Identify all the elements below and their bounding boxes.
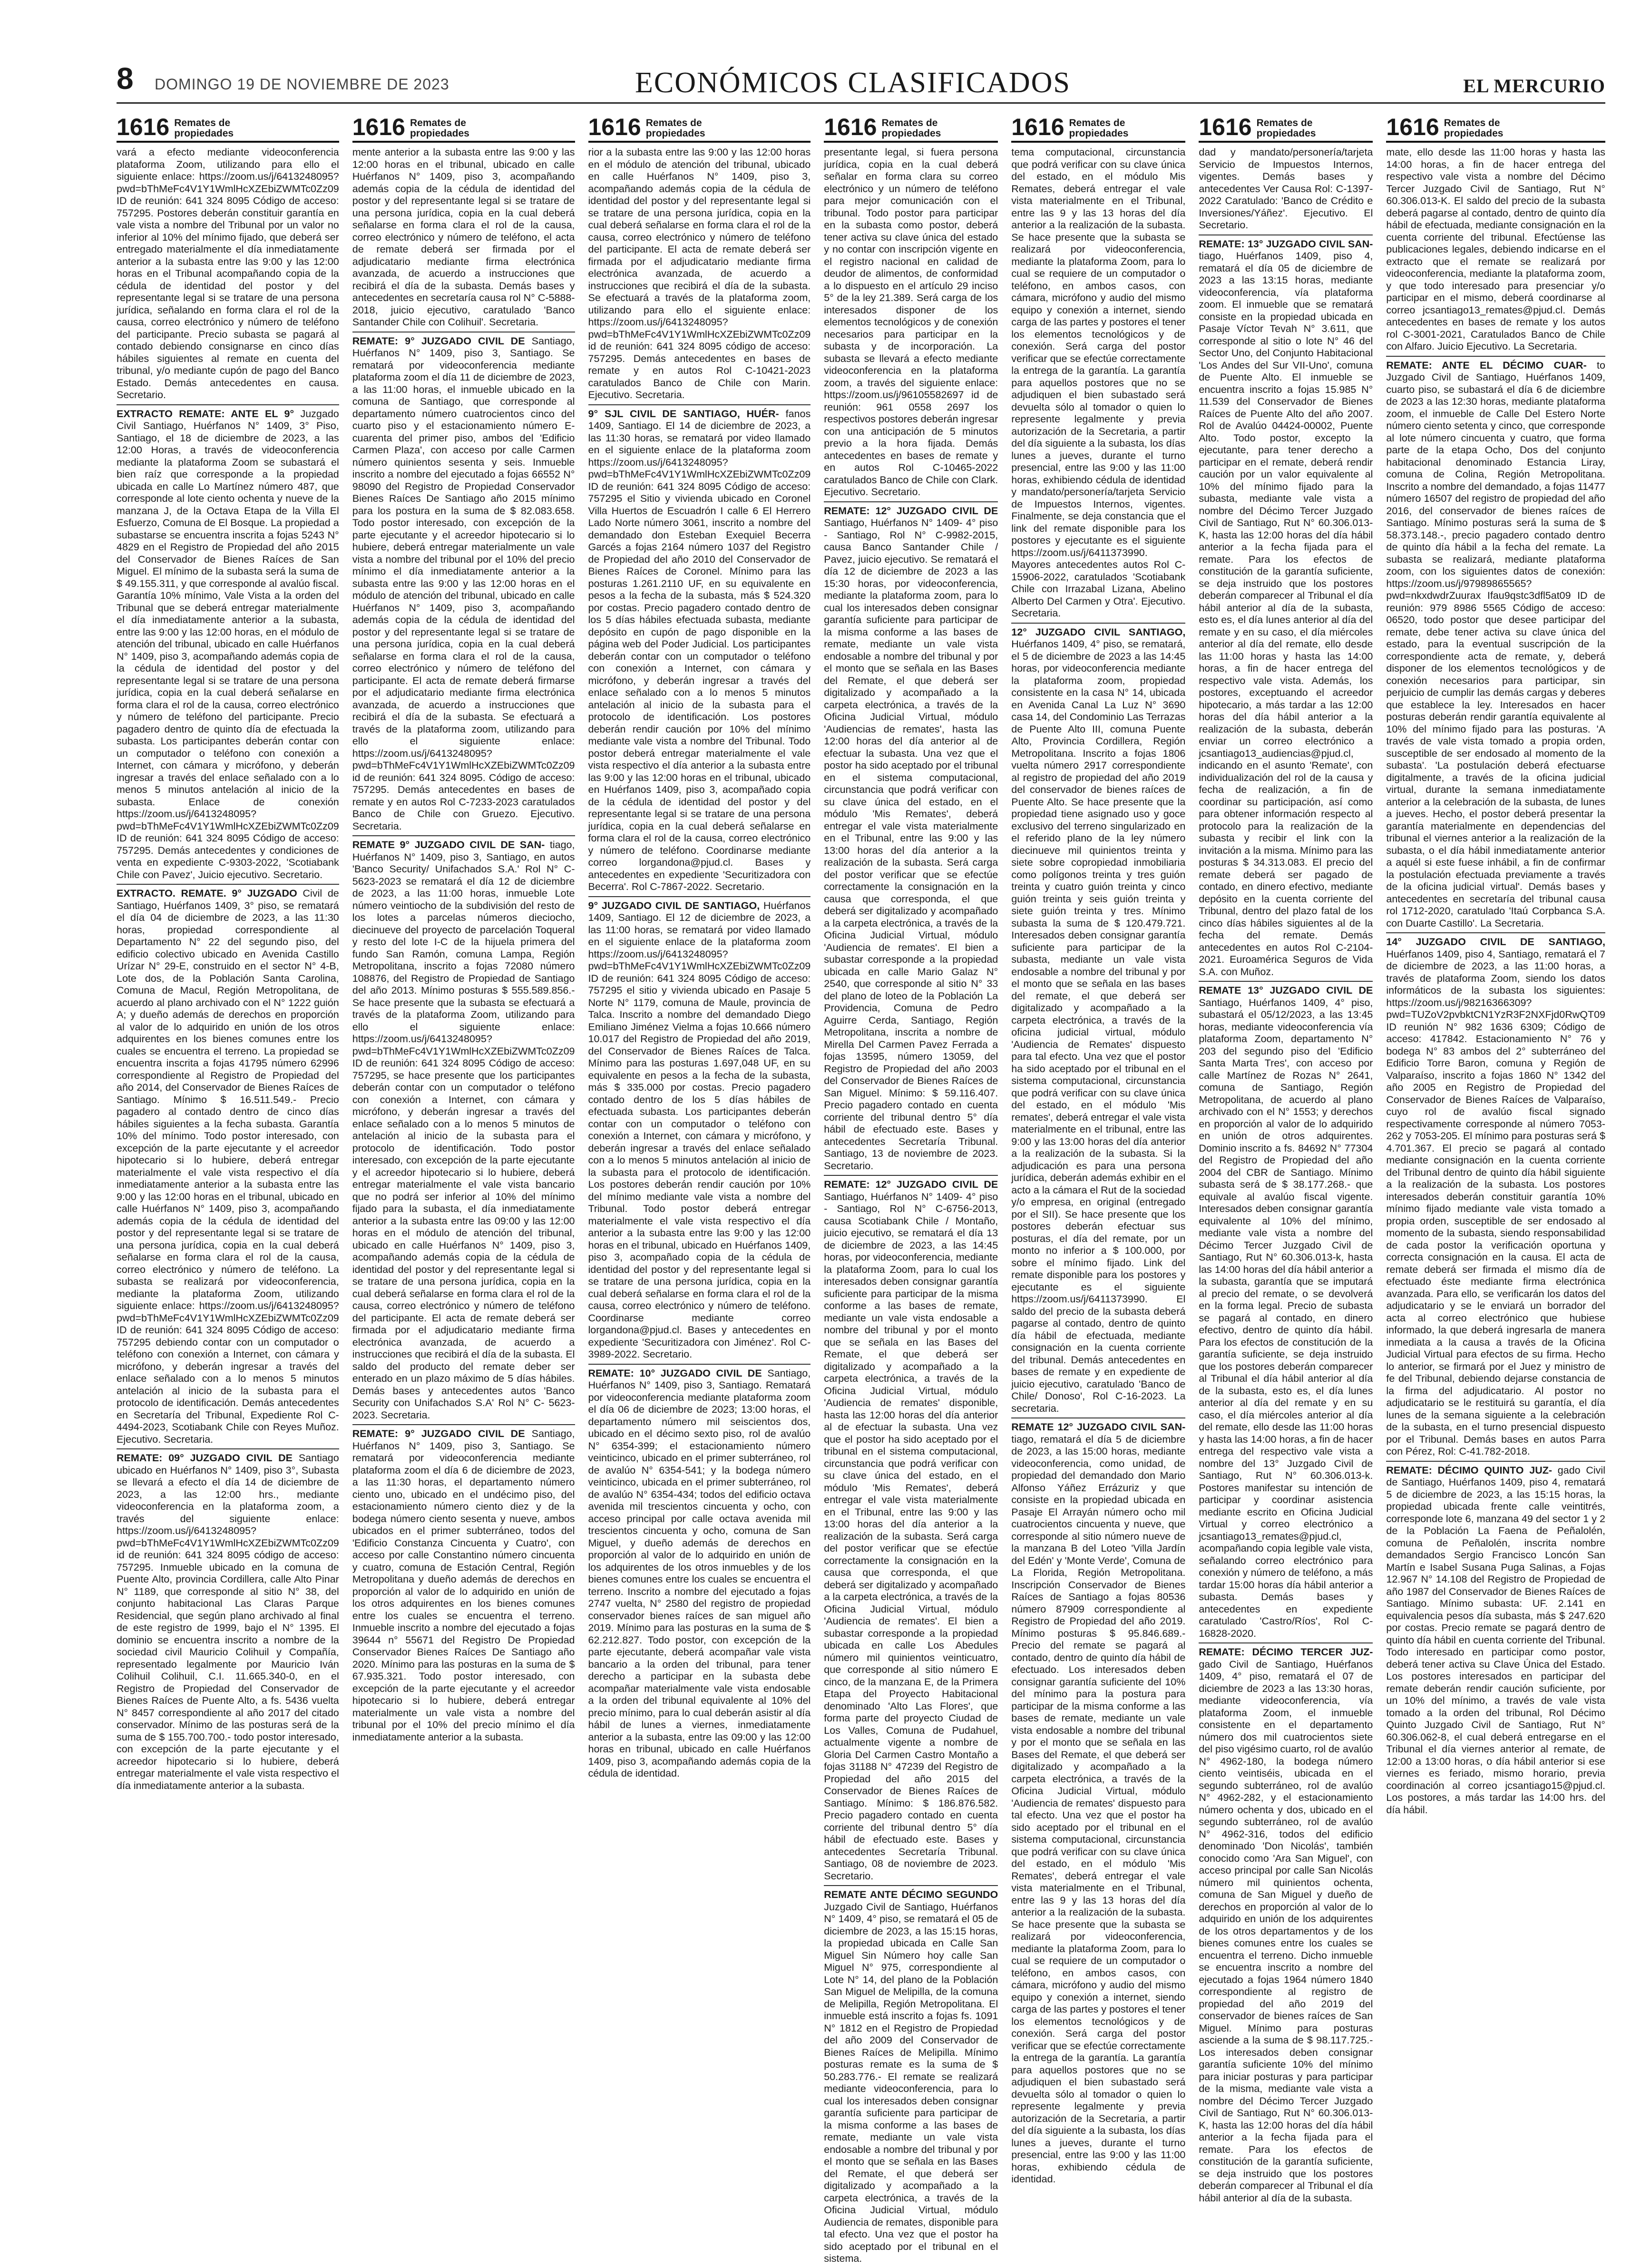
notice-body: Huérfanos 1409, Santiago. El 12 de diciembre de 2023, a las 11:00 horas, se rematará por video llamado en el siguiente enlace de la plataforma zoom https://zoom.us/j/6413248095?pwd=bThMeFc4V1Y1WmlHcXZEbiZWMTc0Zz09 ID de reunión: 641 324 8095 Código de acceso: 757295 el sitio y vivienda ubicado en Pasaje 5 Norte N° 1179, comuna de Maule, provincia de Talca. Inscrito a nombre del demandado Diego Emiliano Jiménez Vielma a fojas 10.666 número 10.017 del Registro de Propiedad del año 2019, del Conservador de Bienes Raíces de Talca. Mínimo para las posturas 1.697,048 UF, en su equivalente en pesos a la fecha de la subasta, más $ 335.000 por costas. Precio pagadero contado dentro de los 5 días hábiles de efectuada subasta. Los participantes deberán contar con un computador o teléfono con conexión a Internet, con cámara y micrófono, y deberán ingresar a través del enlace señalado con a lo menos 5 minutos antelación al inicio de la subasta para el protocolo de identificación. Los postores deberán rendir caución por 10% del mínimo mediante vale vista a nombre del Tribunal. Todo postor deberá entregar materialmente el vale vista respectivo el día anterior a la subasta entre las 9:00 y las 12:00 horas en el tribunal, ubicado en Huérfanos 1409, piso 3, acompañado copia de la cédula de identidad del postor y del representante legal si se tratare de una persona jurídica, copia en la cual deberá señalarse en forma clara el rol de la causa, correo electrónico y número de teléfono. Coordinarse mediante correo lorgandona@pjud.cl. Bases y antecedentes en expediente 'Securitizadora con Jiménez'. Rol C-3989-2022. Secretario. [588,899,811,1360]
category-code: 1616 [1386,114,1439,140]
notice-title: 9° SJL CIVIL DE SANTIAGO, HUÉR- [588,408,779,420]
publication-date: DOMINGO 19 DE NOVIEMBRE DE 2023 [155,76,449,93]
notice-body: Juzgado Civil de Santiago, Huérfanos N° 1409, 4° piso, se rematará el 05 de diciembre de 2023, a las 15:15 horas, la propiedad ubicada en Calle San Miguel Sin Número hoy calle San Miguel N° 975, correspondiente al Lote N° 14, del plano de la Población San Miguel de Melipilla, de la comuna de Melipilla, Región Metropolitana. El inmueble está inscrito a fojas fs. 1091 N° 1812 en el Registro de Propiedad del año 2009 del Conservador de Bienes Raíces de Melipilla. Mínimo posturas remate es la suma de $ 50.283.776.- El remate se realizará mediante videoconferencia, para lo cual los interesados deben consignar garantía suficiente para participar de la misma conforme a las bases de remate, mediante un vale vista endosable a nombre del tribunal y por el monto que se señala en las Bases del Remate, el que deberá ser digitalizado y acompañado a la carpeta electrónica, a través de la Oficina Judicial Virtual, módulo Audiencia de remates, disponible para tal efecto. Una vez que el postor ha sido aceptado por el tribunal en el sistema. [824,1901,998,2264]
notice-item [352,335,575,837]
column-header [1011,110,1185,143]
notice-item [1386,1465,1605,1819]
notice-item [1199,147,1373,235]
notice-body: rior a la subasta entre las 9:00 y las 12:00 horas en el módulo de atención del tribunal, ubicado en calle Huérfanos N° 1409, piso 3, acompañando además copia de la cédula de identidad del postor y del representante legal si se tratare de una persona jurídica, copia en la cual deberá señalarse en forma clara el rol de la causa, correo electrónico y número de teléfono del participante. El acta de remate deberá ser firmada por el adjudicatario mediante firma electrónica avanzada, de acuerdo a instrucciones que recibirá el día de la subasta. Se efectuará a través de la plataforma zoom, utilizando para ello el siguiente enlace: https://zoom.us/j/6413248095?pwd=bThMeFc4V1Y1WmlHcXZEbiZWMTc0Zz09 id de reunión: 641 324 8095 código de acceso: 757295. Demás antecedentes en bases de remate y en autos Rol C-10421-2023 caratulados Banco de Chile con Marin. Ejecutivo. Secretaria. [588,147,811,401]
section-title: ECONÓMICOS CLASIFICADOS [635,67,1071,99]
notice-body: Santiago, Huérfanos 1409, 4° piso, subastará el 05/12/2023, a las 13:45 horas, mediante videoconferencia vía plataforma Zoom, departamento N° 203 del segundo piso del 'Edificio Santa Marta Tres', con acceso por calle Martínez de Rozas N° 2641, comuna de Santiago, Región Metropolitana, de acuerdo al plano archivado con el N° 1553; y derechos en proporción al valor de lo adquirido en unión de otros adquirentes. Dominio inscrito a fs. 84692 N° 77304 del Registro de Propiedad del año 2004 del CBR de Santiago. Mínimo subasta será de $ 38.177.268.- que equivale al avalúo fiscal vigente. Interesados deben consignar garantía equivalente al 10% del mínimo, mediante vale vista a nombre del Décimo Tercer Juzgado Civil de Santiago, Rut N° 60.306.013-k, hasta las 14:00 horas del día hábil anterior a la subasta, garantía que se imputará al precio del remate, o se devolverá en la forma legal. Precio de subasta se pagará al contado, en dinero efectivo, dentro de quinto día hábil. Para los efectos de constitución de la garantía suficiente, se deja instruido que los postores deberán comparecer al Tribunal el día hábil anterior al día de la subasta, esto es, el día lunes anterior al día del remate y en su caso, el día miércoles anterior al día del remate, ello desde las 11:00 horas y hasta las 14:00 horas, a fin de hacer entrega del respectivo vale vista a nombre del 13° Juzgado Civil de Santiago, Rut N° 60.306.013-k. Postores manifestar su intención de participar y coordinar asistencia mediante escrito en Oficina Judicial Virtual y correo electrónico a jcsantiago13_remates@pjud.cl, acompañando copia legible vale vista, señalando correo electrónico para conexión y número de teléfono, a más tardar 15:00 horas día hábil anterior a subasta. Demás bases y antecedentes en expediente caratulado 'Castro/Ríos', Rol C-16828-2020. [1199,997,1373,1639]
category-code: 1616 [1199,114,1252,140]
category-label: Remates de propiedades [174,117,234,139]
classified-column [352,110,575,1743]
notice-body: Santiago, Huérfanos N° 1409, piso 3, Santiago. Rematará por videoconferencia mediante plataforma zoom el día 06 de diciembre de 2023; 13:00 horas, el departamento número mil seiscientos dos, ubicado en el décimo sexto piso, rol de avalúo N° 6354-399; el estacionamiento número veinticinco, ubicado en el primer subterráneo, rol de avalúo N° 6354-541; y la bodega número veinticinco, ubicada en el primer subterráneo, rol de avalúo N° 6354-434; todos del edificio octava avenida mil trescientos cincuenta y ocho, con acceso principal por calle octava avenida mil trescientos cincuenta y ocho, comuna de San Miguel, y dueño además de derechos en proporción al valor de lo adquirido en unión de los adquirentes de los otros inmuebles y de los bienes comunes entre los cuales se encuentra el terreno. Inscrito a nombre del ejecutado a fojas 2747 vuelta, N° 2580 del registro de propiedad conservador bienes raíces de san miguel año 2019. Mínimo para las posturas en la suma de $ 62.212.827. Todo postor, con excepción de la parte ejecutante, deberá acompañar vale vista bancario a la orden del tribunal, para tener derecho a participar en la subasta debe acompañar materialmente vale vista endosable a la orden del tribunal equivalente al 10% del precio mínimo, para lo cual deberán asistir al día hábil de lunes a viernes, inmediatamente anterior a la subasta, entre las 09:00 y las 12:00 horas en tribunal, ubicado en calle Huérfanos 1409, piso 3, acompañando además copia de la cédula de identidad. [588,1367,811,1779]
notice-body: to Juzgado Civil de Santiago, Huérfanos 1409, cuarto piso, se subastará el día 6 de diciembre de 2023 a las 12:30 horas, mediante plataforma zoom, el inmueble de Calle Del Estero Norte número ciento setenta y cinco, que corresponde al lote número cincuenta y cuatro, que forma parte de la etapa Ocho, Dos del conjunto habitacional denominado Estancia Liray, comuna de Colina, Región Metropolitana. Inscrito a nombre del demandado, a fojas 11477 número 16507 del registro de propiedad del año 2016, del conservador de bienes raíces de Santiago. Mínimo posturas será la suma de $ 58.373.148.-, precio pagadero contado dentro de quinto día hábil a la fecha del remate. La subasta se realizará, mediante plataforma zoom, con los siguientes datos de conexión: https://zoom.us/j/97989865565?pwd=nkxdwdrZuurax Ifau9qstc3dfl5at09 ID de reunión: 979 8986 5565 Código de acceso: 06520, todo postor que desee participar del remate, debe tener activa su clave única del estado, para la eventual suscripción de la correspondiente acta de remate, y, deberá disponer de los elementos tecnológicos y de conexión necesarios para participar, sin perjuicio de cumplir las demás cargas y deberes que establece la ley. Interesados en hacer posturas deberán rendir garantía equivalente al 10% del mínimo fijado para las posturas. 'A través de vale vista tomado a propia orden, susceptible de ser endosado al momento de la subasta'. 'La postulación deberá efectuarse digitalmente, a través de la oficina judicial virtual, durante la semana inmediatamente anterior a la celebración de la subasta, de lunes a jueves. Hecho, el postor deberá presentar la garantía materialmente en dependencias del tribunal el viernes anterior a la realización de la subasta, o el día hábil inmediatamente anterior a aquél si este fuese inhábil, a fin de confirmar la postulación efectuada previamente a través de la oficina judicial virtual'. Demás bases y antecedentes en secretaría del tribunal causa rol 1712-2020, caratulado 'Itaú Corpbanca S.A. con Duarte Castillo'. La Secretaria. [1386,359,1605,929]
column-header [824,110,998,143]
notice-title: EXTRACTO REMATE: ANTE EL 9° [117,408,294,420]
category-code: 1616 [117,114,170,140]
classified-column [117,110,339,1791]
column-header [1199,110,1373,143]
notice-item [1386,936,1605,1462]
notice-title: REMATE: 12° JUZGADO CIVIL DE [824,505,998,517]
notice-item [1386,147,1605,357]
notice-title: REMATE: 9° JUZGADO CIVIL DE [352,1428,525,1439]
notice-title: REMATE: 13° JUZGADO CIVIL SAN- [1199,238,1373,250]
notice-title: REMATE: DÉCIMO QUINTO JUZ- [1386,1464,1553,1476]
notice-title: REMATE: ANTE EL DÉCIMO CUAR- [1386,359,1587,371]
notice-title: REMATE 12° JUZGADO CIVIL SAN- [1011,1421,1186,1433]
notice-title: 12° JUZGADO CIVIL SANTIAGO, [1011,626,1186,638]
notice-item [824,505,998,1176]
notice-body: Santiago, Huérfanos N° 1409, piso 3, Santiago. Se rematará por videoconferencia mediante plataforma zoom el día 11 de diciembre de 2023, a las 11:00 horas, el inmueble ubicado en la comuna de Santiago, que corresponde al departamento número cuatrocientos cinco del cuarto piso y el estacionamiento número E-cuarenta del primer piso, ambos del 'Edificio Carmen Plaza', con acceso por calle Carmen número quinientos sesenta y seis. Inmueble inscrito a nombre del ejecutado a fojas 66552 N° 98090 del Registro de Propiedad Conservador Bienes Raíces De Santiago año 2015 mínimo para los postura en la suma de $ 82.083.658. Todo postor interesado, con excepción de la parte ejecutante y el acreedor hipotecario si lo hubiere, deberá entregar materialmente un vale vista a nombre del tribunal por el 10% del precio mínimo el día inmediatamente anterior a la subasta entre las 9:00 y las 12:00 horas en el módulo de atención del tribunal, ubicado en calle Huérfanos N° 1409, piso 3, acompañando además copia de la cédula de identidad del postor y del representante legal si se tratare de una persona jurídica, copia en la cual deberá señalarse en forma clara el rol de la causa, correo electrónico y número de teléfono del participante. El acta de remate deberá firmarse por el adjudicatario mediante firma electrónica avanzada, de acuerdo a instrucciones que recibirá el día de la subasta. Se efectuará a través de la plataforma zoom, utilizando para ello el siguiente enlace: https://zoom.us/j/6413248095?pwd=bThMeFc4V1Y1WmlHcXZEbiZWMTc0Zz09 id de reunión: 641 324 8095. Código de acceso: 757295. Demás antecedentes en bases de remate y en autos Rol C-7233-2023 caratulados Banco de Chile con Gruezo. Ejecutivo. Secretaria. [352,335,575,832]
classified-column [1011,110,1186,2185]
column-header [588,110,811,143]
notice-body: Civil de Santiago, Huérfanos 1409, 3° piso, se rematará el día 04 de diciembre de 2023, a las 11:30 horas, propiedad correspondiente al Departamento N° 22 del segundo piso, del edificio colectivo ubicado en Avenida Castillo Urízar N° 29-E, construido en el sector N° 4-B, Lote dos, de la Población Santa Carolina, Comuna de Macul, Región Metropolitana, de acuerdo al plano archivado con el N° 1222 guión A; y dueño además de derechos en proporción al valor de lo adquirido en unión de los otros adquirentes en los bienes comunes entre los cuales se encuentra el terreno. La propiedad se encuentra inscrita a fojas 41795 número 62996 correspondiente al Registro de Propiedad del año 2014, del Conservador de Bienes Raíces de Santiago. Mínimo $ 16.511.549.- Precio pagadero al contado dentro de cinco días hábiles siguientes a la fecha subasta. Garantía 10% del mínimo. Todo postor interesado, con excepción de la parte ejecutante y el acreedor hipotecario si lo hubiere, deberá entregar materialmente el vale vista respectivo el día inmediatamente anterior a la subasta entre las 9:00 y las 12:00 horas en el tribunal, ubicado en calle Huérfanos N° 1409, piso 3, acompañando además copia de la cédula de identidad del postor y del representante legal si se tratare de una persona jurídica, copia en la cual deberá señalarse en forma clara el rol de la causa, correo electrónico y número de teléfono. La subasta se realizará por videoconferencia, mediante la plataforma Zoom, utilizando siguiente enlace: https://zoom.us/j/6413248095?pwd=bThMeFc4V1Y1WmlHcXZEbiZWMTc0Zz09 ID de reunión: 641 324 8095 Código de acceso: 757295 debiendo contar con un computador o teléfono con conexión a Internet, con cámara y micrófono, y deberán ingresar a través del enlace señalado con a lo menos 5 minutos antelación al inicio de la subasta para el protocolo de identificación. Demás antecedentes en Secretaría del Tribunal, Expediente Rol C-4494-2023, Scotiabank Chile con Reyes Muñoz. Ejecutivo. Secretaria. [117,888,339,1445]
notice-body: Santiago, Huérfanos N° 1409- 4° piso - Santiago, Rol N° C-6756-2013, causa Scotiabank Chile / Montaño, juicio ejecutivo, se rematará el día 13 de diciembre de 2023, a las 14:45 horas, por videoconferencia, mediante la plataforma Zoom, para lo cual los interesados deben consignar garantía suficiente para participar de la misma conforme a las bases de remate, mediante un vale vista endosable a nombre del tribunal y por el monto que se señala en las Bases del Remate, el que deberá ser digitalizado y acompañado a la carpeta electrónica, a través de la Oficina Judicial Virtual, módulo 'Audiencia de remates' disponible, hasta las 12:00 horas del día anterior al de efectuar la subasta. Una vez que el postor ha sido aceptado por el tribunal en el sistema computacional, circunstancia que podrá verificar con su clave única del estado, en el módulo 'Mis Remates', deberá entregar el vale vista materialmente en el Tribunal, entre las 9:00 y las 13:00 horas del día anterior a la realización de la subasta. Será carga del postor verificar que se efectúe correctamente la consignación en la causa que corresponda, el que deberá ser digitalizado y acompañado a la carpeta electrónica, a través de la Oficina Judicial Virtual, módulo 'Audiencia de remates'. El bien a subastar corresponde a la propiedad ubicada en calle Los Abedules número mil quinientos veinticuatro, que corresponde al sitio número E cinco, de la manzana E, de la Primera Etapa del Proyecto Habitacional denominado 'Alto Las Flores', que forma parte del proyecto Ciudad de Los Valles, Comuna de Pudahuel, actualmente vigente a nombre de Gloria Del Carmen Castro Montaño a fojas 31188 N° 47239 del Registro de Propiedad del año 2015 del Conservador de Bienes Raíces de Santiago. Mínimo: $ 186.876.582. Precio pagadero contado en cuenta corriente del tribunal dentro 5° día hábil de efectuado este. Bases y antecedentes Secretaría Tribunal. Santiago, 08 de noviembre de 2023. Secretario. [824,1191,998,1882]
notice-item [352,147,575,332]
classified-column [588,110,811,1779]
notice-body: gado Civil de Santiago, Huérfanos 1409, 4° piso, rematará el 07 de diciembre de 2023 a las 13:30 horas, mediante videoconferencia, vía plataforma Zoom, el inmueble consistente en el departamento número dos mil cuatrocientos siete del piso vigésimo cuarto, rol de avalúo N° 4962-180, la bodega número ciento veintiséis, ubicada en el segundo subterráneo, rol de avalúo N° 4962-282, y el estacionamiento número ochenta y dos, ubicado en el segundo subterráneo, rol de avalúo N° 4962-316, todos del edificio denominado 'Don Nicolás', también conocido como 'Ara San Miguel', con acceso principal por calle San Nicolás número mil quinientos ochenta, comuna de San Miguel y dueño de derechos en proporción al valor de lo adquirido en unión de los adquirentes de los otros departamentos y de los bienes comunes entre los cuales se encuentra el terreno. Dicho inmueble se encuentra inscrito a nombre del ejecutado a fojas 1964 número 1840 correspondiente al registro de propiedad del año 2019 del conservador de bienes raíces de San Miguel. Mínimo para posturas asciende a la suma de $ 98.117.725.- Los interesados deben consignar garantía suficiente 10% del mínimo para iniciar posturas y para participar de la misma, mediante vale vista a nombre del Décimo Tercer Juzgado Civil de Santiago, Rut N° 60.306.013-K, hasta las 12:00 horas del día hábil anterior a la fecha fijada para el remate. Para los efectos de constitución de la garantía suficiente, se deja instruido que los postores deberán comparecer al Tribunal el día hábil anterior al día de la subasta. [1199,1658,1373,2204]
notice-item [588,1368,811,1783]
column-header [352,110,575,143]
notice-item [117,408,339,885]
classified-column [1386,110,1606,1816]
notice-item [117,888,339,1449]
notice-body: mate, ello desde las 11:00 horas y hasta las 14:00 horas, a fin de hacer entrega del respectivo vale vista a nombre del Décimo Tercer Juzgado Civil de Santiago, Rut N° 60.306.013-K. El saldo del precio de la subasta deberá pagarse al contado, dentro de quinto día hábil de efectuada, mediante consignación en la cuenta corriente del tribunal. Efectúense las publicaciones legales, debiendo indicarse en el extracto que el remate se realizará por videoconferencia, mediante la plataforma zoom, y que todo interesado para presenciar y/o participar en el mismo, deberá coordinarse al correo jcsantiago13_remates@pjud.cl. Demás antecedentes en bases de remate y los autos rol C-3001-2021, Caratulados Banco de Chile con Alfaro. Juicio Ejecutivo. La Secretaria. [1386,147,1605,352]
notice-item [824,147,998,502]
notice-body: Juzgado Civil Santiago, Huérfanos N° 1409, 3° Piso, Santiago, el 18 de diciembre de 2023, a las 12:00 Horas, a través de videoconferencia mediante la plataforma Zoom se subastará el bien raíz que corresponde a la propiedad ubicada en calle Lo Martínez número 487, que corresponde al lote ciento ochenta y nueve de la manzana J, de la Octava Etapa de la Villa El Esfuerzo, Comuna de El Bosque. La propiedad a subastarse se encuentra inscrita a fojas 5243 N° 4829 en el Registro de Propiedad del año 2015 del Conservador de Bienes Raíces de San Miguel. El mínimo de la subasta será la suma de $ 49.155.311, y que corresponde al avalúo fiscal. Garantía 10% mínimo, Vale Vista a la orden del Tribunal que se deberá entregar materialmente el día inmediatamente anterior a la subasta, entre las 9:00 y las 12:00 horas, en el módulo de atención del tribunal, ubicado en calle Huérfanos N° 1409, piso 3, acompañando además copia de la cédula de identidad del postor y del representante legal si se tratare de una persona jurídica, copia en la cual deberá señalarse en forma clara el rol de la causa, correo electrónico y número de teléfono del participante. Precio pagadero dentro de quinto día de efectuada la subasta. Los participantes deberán contar con un computador o teléfono con conexión a Internet, con cámara y micrófono, y deberán ingresar a través del enlace señalado con a lo menos 5 minutos antelación al inicio de la subasta. Enlace de conexión https://zoom.us/j/6413248095?pwd=bThMeFc4V1Y1WmlHcXZEbiZWMTc0Zz09 ID de reunión: 641 324 8095 Código de acceso: 757295. Demás antecedentes y condiciones de venta en expediente C-9303-2022, 'Scotiabank Chile con Pavez', Juicio ejecutivo. Secretario. [117,408,339,880]
notice-item [1011,626,1185,1419]
notice-item [117,1452,339,1795]
notice-body: mente anterior a la subasta entre las 9:00 y las 12:00 horas en el tribunal, ubicado en calle Huérfanos N° 1409, piso 3, acompañando además copia de la cédula de identidad del postor y del representante legal si se tratare de una persona jurídica, copia en la cual deberá señalarse en forma clara el rol de la causa, correo electrónico y número de teléfono, el acta de remate deberá ser firmada por el adjudicatario mediante firma electrónica avanzada, de acuerdo a instrucciones que recibirá el día de la subasta. Demás bases y antecedentes en secretaría causa rol N° C-5888-2018, juicio ejecutivo, caratulado 'Banco Santander Chile con Colihuil'. Secretaria. [352,147,575,328]
notice-title: REMATE 13° JUZGADO CIVIL DE [1199,985,1373,996]
notice-item [1011,147,1185,624]
notice-body: Huérfanos 1409, piso 4, Santiago, rematará el 7 de diciembre de 2023, a las 11:00 horas, a través de plataforma Zoom, siendo los datos informáticos de la subasta los siguientes: https://zoom.us/j/98216366309?pwd=TUZoV2pvbktCN1YzR3F2NXFjd0RwQT09 ID reunión N° 982 1636 6309; Código de acceso: 417842. Estacionamiento N° 76 y bodega N° 83 ambos del 2° subterráneo del Edificio Torre Baron, comuna y Región de Valparaíso, inscrito a fojas 1860 N° 1342 del año 2005 en Registro de Propiedad del Conservador de Bienes Raíces de Valparaíso, cuyo rol de avalúo fiscal signado respectivamente corresponde al número 7053-262 y 7053-205. El mínimo para posturas será $ 4.701.367. El precio se pagará al contado mediante consignación en la cuenta corriente del Tribunal dentro de quinto día hábil siguiente a la realización de la subasta. Los postores interesados deberán constituir garantía 10% mínimo fijado mediante vale vista tomado a propia orden, susceptible de ser endosado al momento de la subasta, siendo responsabilidad de cada postor la verificación oportuna y correcta consignación en la causa. El acta de remate deberá ser firmada el mismo día de efectuado éste mediante firma electrónica avanzada. Para ello, se verificarán los datos del adjudicatario y se le enviará un borrador del acta al correo electrónico que hubiese informado, la que deberá ingresarla de manera inmediata a la causa a través de la Oficina Judicial Virtual para efectos de su firma. Hecho lo anterior, se firmará por el Juez y ministro de fe del Tribunal, debiendo dejarse constancia de la firma del adjudicatario. Al postor no adjudicatario se le restituirá su garantía, el día lunes de la semana siguiente a la celebración de la subasta, en el turno presencial dispuesto por el Tribunal. Demás bases en autos Parra con Pérez, Rol: C-41.782-2018. [1386,948,1606,1457]
category-code: 1616 [588,114,641,140]
notice-title: 9° JUZGADO CIVIL DE SANTIAGO, [588,899,760,911]
category-label: Remates de propiedades [1444,117,1504,139]
notice-body: Santiago, Huérfanos N° 1409- 4° piso - Santiago, Rol N° C-9982-2015, causa Banco Santander Chile / Pavez, juicio ejecutivo. Se rematará el día 12 de diciembre de 2023 a las 15:30 horas, por videoconferencia, mediante la plataforma zoom, para lo cual los interesados deben consignar garantía suficiente para participar de la misma conforme a las bases de remate, mediante un vale vista endosable a nombre del tribunal y por el monto que se señala en las Bases del Remate, el que deberá ser digitalizado y acompañado a la carpeta electrónica, a través de la Oficina Judicial Virtual, módulo 'Audiencias de remates', hasta las 12:00 horas del día anterior al de efectuar la subasta. Una vez que el postor ha sido aceptado por el tribunal en el sistema computacional, circunstancia que podrá verificar con su clave única del estado, en el módulo 'Mis Remates', deberá entregar el vale vista materialmente en el Tribunal, entre las 9:00 y las 13:00 horas del día anterior a la realización de la subasta. Será carga del postor verificar que se efectúe correctamente la consignación en la causa que corresponda, el que deberá ser digitalizado y acompañado a la carpeta electrónica, a través de la Oficina Judicial Virtual, módulo 'Audiencia de remates'. El bien a subastar corresponde a la propiedad ubicada en calle Mario Galaz N° 2540, que corresponde al sitio N° 33 del plano de loteo de la Población La Providencia, Comuna de Pedro Aguirre Cerda, Santiago, Región Metropolitana, inscrita a nombre de Mirella Del Carmen Pavez Ferrada a fojas 13595, número 13059, del Registro de Propiedad del año 2003 del Conservador de Bienes Raíces de San Miguel. Mínimo: $ 59.116.407. Precio pagadero contado en cuenta corriente del tribunal dentro 5° día hábil de efectuado este. Bases y antecedentes Secretaría Tribunal. Santiago, 13 de noviembre de 2023. Secretario. [824,517,998,1172]
category-code: 1616 [352,114,405,140]
notice-item [1199,1646,1373,2207]
notice-title: REMATE: 12° JUZGADO CIVIL DE [824,1179,998,1190]
notice-item [588,900,811,1365]
notice-body: tiago, Huérfanos 1409, piso 4, rematará el día 05 de diciembre de 2023 a las 13:15 horas, mediante videoconferencia, vía plataforma zoom. El inmueble que se rematará consiste en la propiedad ubicada en Pasaje Víctor Tevah N° 3.611, que corresponde al sitio o lote N° 46 del Sector Uno, del Conjunto Habitacional 'Los Andes del Sur VII-Uno', comuna de Puente Alto. El inmueble se encuentra inscrito a fojas 15.985 N° 11.539 del Conservador de Bienes Raíces de Puente Alto del año 2007. Rol de Avalúo 04424-00002, Puente Alto. Todo postor, excepto la ejecutante, para tener derecho a participar en el remate, deberá rendir caución por un valor equivalente al 10% del mínimo fijado para la subasta, mediante vale vista a nombre del Décimo Tercer Juzgado Civil de Santiago, Rut N° 60.306.013-K, hasta las 12:00 horas del día hábil anterior a la fecha fijada para el remate. Para los efectos de constitución de la garantía suficiente, se deja instruido que los postores deberán comparecer al Tribunal el día hábil anterior al día de la subasta, esto es, el día lunes anterior al día del remate y en su caso, el día miércoles anterior al día del remate, ello desde las 11:00 horas y hasta las 14:00 horas, a fin de hacer entrega del respectivo vale vista. Además, los postores, exceptuando el acreedor hipotecario, a más tardar a las 12:00 horas del día hábil anterior a la realización de la subasta, deberán enviar un correo electrónico a jcsantiago13_audiencias@pjud.cl, indicando en el asunto 'Remate', con individualización del rol de la causa y fecha de realización, a fin de coordinar su participación, así como para obtener información respecto al protocolo para la realización de la subasta y recibir el link con la invitación a la misma. Mínimo para las posturas $ 34.313.083. El precio del remate deberá ser pagado de contado, en dinero efectivo, mediante depósito en la cuenta corriente del Tribunal, dentro del plazo fatal de los cinco días hábiles siguientes al de la fecha del remate. Demás antecedentes en autos Rol C-2104-2021. Euroamérica Seguros de Vida S.A. con Muñoz. [1199,250,1373,978]
classified-column [824,110,998,2264]
notice-body: tema computacional, circunstancia que podrá verificar con su clave única del estado, en el módulo Mis Remates, deberá entregar el vale vista materialmente en el Tribunal, entre las 9 y las 13 horas del día anterior a la realización de la subasta. Se hace presente que la subasta se realizará por videoconferencia, mediante la plataforma Zoom, para lo cual se requiere de un computador o teléfono, en ambos casos, con cámara, micrófono y audio del mismo equipo y conexión a internet, siendo carga de las partes y postores el tener los elementos tecnológicos y de conexión. Será carga del postor verificar que se efectúe correctamente la entrega de la garantía. La garantía para aquellos postores que no se adjudiquen el bien subastado será devuelta sólo al tomador o quien lo represente legalmente y previa autorización de la Secretaria, a partir del día siguiente a la subasta, los días lunes a jueves, durante el turno presencial, entre las 9:00 y las 11:00 horas, exhibiendo cédula de identidad y mandato/personería/tarjeta Servicio de Impuestos Internos, vigentes. Finalmente, se deja constancia que el link del remate disponible para los postores y ejecutante es el siguiente https://zoom.us/j/6411373990. Mayores antecedentes autos Rol C-15906-2022, caratulados 'Scotiabank Chile con Irrazabal Lizana, Abelino Alberto Del Carmen y Otra'. Ejecutivo. Secretaria. [1011,147,1186,619]
notice-body: presentante legal, si fuera persona jurídica, copia en la cual deberá señalar en forma clara su correo electrónico y un número de teléfono para mejor comunicación con el tribunal. Todo postor para participar en la subasta como postor, deberá tener activa su clave única del estado y no contar con inscripción vigente en el registro nacional en calidad de deudor de alimentos, de conformidad a lo dispuesto en el artículo 29 inciso 5° de la ley 21.389. Será carga de los interesados disponer de los elementos tecnológicos y de conexión necesarios para participar en la subasta y de incorporación. La subasta se llevará a efecto mediante videoconferencia en la plataforma zoom, a través del siguiente enlace: https://zoom.us/j/96105582697 id de reunión: 961 0558 2697 los respectivos postores deberán ingresar con una anticipación de 5 minutos previo a la hora fijada. Demás antecedentes en bases de remate y en autos Rol C-10465-2022 caratulados Banco de Chile con Clark. Ejecutivo. Secretario. [824,147,998,498]
notice-item [352,1428,575,1746]
category-label: Remates de propiedades [410,117,469,139]
notice-body: dad y mandato/personería/tarjeta Servicio de Impuestos Internos, vigentes. Demás bases y antecedentes Ver Causa Rol: C-1397-2022 Caratulado: 'Banco de Crédito e Inversiones/Yáñez'. Ejecutivo. El Secretario. [1199,147,1373,231]
notice-title: REMATE: 09° JUZGADO CIVIL DE [117,1452,293,1464]
notice-body: vará a efecto mediante videoconferencia plataforma Zoom, utilizando para ello el siguiente enlace: https://zoom.us/j/6413248095?pwd=bThMeFc4V1Y1WmlHcXZEbiZWMTc0Zz09 ID de reunión: 641 324 8095 Código de acceso: 757295. Postores deberán constituir garantía en vale vista a nombre del Tribunal por un valor no inferior al 10% del mínimo fijado, que deberá ser entregado materialmente el día inmediatamente anterior a la subasta entre las 9:00 y las 12:00 horas en el Tribunal acompañando copia de la cédula de identidad del postor y del representante legal si se tratare de una persona jurídica, señalando en forma clara el rol de la causa, correo electrónico y número de teléfono del participante. Precio subasta se pagará al contado debiendo consignarse en cinco días hábiles siguientes al remate en cuenta del tribunal, y/o mediante cupón de pago del Banco Estado. Demás antecedentes en causa. Secretario. [117,147,339,401]
notice-item [1011,1421,1185,2189]
classified-columns [117,110,1606,2264]
notice-item [352,839,575,1425]
notice-title: EXTRACTO. REMATE. 9° JUZGADO [117,888,297,899]
category-code: 1616 [824,114,877,140]
notice-title: REMATE ANTE DÉCIMO SEGUNDO [824,1889,998,1900]
column-header [117,110,339,143]
classified-column [1199,110,1373,2204]
column-header [1386,110,1605,143]
page-number: 8 [117,61,134,96]
notice-item [117,147,339,405]
notice-body: fanos 1409, Santiago. El 14 de diciembre de 2023, a las 11:30 horas, se rematará por video llamado en el siguiente enlace de la plataforma zoom https://zoom.us/j/6413248095?pwd=bThMeFc4V1Y1WmlHcXZEbiZWMTc0Zz09 ID de reunión: 641 324 8095 Código de acceso: 757295 el Sitio y vivienda ubicado en Coronel Villa Huertos de Escuadrón I calle 6 El Herrero Lado Norte número 3061, inscrito a nombre del demandado don Esteban Exequiel Becerra Garcés a fojas 2164 número 1037 del Registro de Propiedad del año 2010 del Conservador de Bienes Raíces de Coronel. Mínimo para las posturas 1.261.2110 UF, en su equivalente en pesos a la fecha de la subasta, más $ 524.320 por costas. Precio pagadero contado dentro de los 5 días hábiles efectuada subasta, mediante depósito en cupón de pago disponible en la página web del Poder Judicial. Los participantes deberán contar con un computador o teléfono con conexión a Internet, con cámara y micrófono, y deberán ingresar a través del enlace señalado con a lo menos 5 minutos antelación al inicio de la subasta para el protocolo de identificación. Los postores deberán rendir caución por 10% del mínimo mediante vale vista a nombre del Tribunal. Todo postor deberá entregar materialmente el vale vista respectivo el día anterior a la subasta entre las 9:00 y las 12:00 horas en el tribunal, ubicado en Huérfanos 1409, piso 3, acompañado copia de la cédula de identidad del postor y del representante legal si se tratare de una persona jurídica, copia en la cual deberá señalarse en forma clara el rol de la causa, correo electrónico y número de teléfono. Coordinarse mediante correo lorgandona@pjud.cl. Bases y antecedentes en expediente 'Securitizadora con Becerra'. Rol C-7867-2022. Secretario. [588,408,811,892]
notice-title: 14° JUZGADO CIVIL DE SANTIAGO, [1386,936,1605,948]
notice-item [588,147,811,405]
notice-title: REMATE: 10° JUZGADO CIVIL DE [588,1367,762,1379]
notice-item [824,1889,998,2268]
notice-body: tiago, Huérfanos N° 1409, piso 3, Santiago, en autos 'Banco Security/ Unifachados S.A.' Rol N° C-5623-2023 se rematará el día 12 de diciembre de 2023, a las 11:00 horas, inmueble Lote número veintiocho de la subdivisión del resto de los lotes a parcelas números dieciocho, diecinueve del proyecto de parcelación Toqueral y resto del lote I-C de la hijuela primera del fundo San Ramón, comuna Lampa, Región Metropolitana, inscrito a fojas 72080 número 108876, del Registro de Propiedad de Santiago del año 2013. Mínimo posturas $ 555.589.856.- Se hace presente que la subasta se efectuará a través de la plataforma Zoom, utilizando para ello el siguiente enlace: https://zoom.us/j/6413248095?pwd=bThMeFc4V1Y1WmlHcXZEbiZWMTc0Zz09 ID de reunión: 641 324 8095 Código de acceso: 757295, se hace presente que los participantes deberán contar con un computador o teléfono con conexión a Internet, con cámara y micrófono, y deberán ingresar a través del enlace señalado con a lo menos 5 minutos de antelación al inicio de la subasta para el protocolo de identificación. Todo postor interesado, con excepción de la parte ejecutante y el acreedor hipotecario si lo hubiere, deberá entregar materialmente el vale vista bancario que no podrá ser inferior al 10% del mínimo fijado para la subasta, el día inmediatamente anterior a la subasta entre las 09:00 y las 12:00 horas en el módulo de atención del tribunal, ubicado en calle Huérfanos N° 1409, piso 3, acompañando además copia de la cédula de identidad del postor y del representante legal si se tratare de una persona jurídica, copia en la cual deberá señalarse en forma clara el rol de la causa, correo electrónico y número de teléfono del participante. El acta de remate deberá ser firmada por el adjudicatario mediante firma electrónica avanzada, de acuerdo a instrucciones que recibirá el día de la subasta. El saldo del producto del remate deber ser enterado en un plazo máximo de 5 días hábiles. Demás bases y antecedentes autos 'Banco Security con Unifachados S.A' Rol N° C- 5623-2023. Secretaria. [352,839,575,1421]
category-label: Remates de propiedades [1256,117,1316,139]
notice-body: tiago, rematará el día 5 de diciembre de 2023, a las 15:00 horas, mediante videoconferencia, como unidad, de propiedad del demandado don Mario Alfonso Yáñez Errázuriz y que consiste en la propiedad ubicada en Pasaje El Arrayán número ocho mil cuatrocientos cincuenta y nueve, que corresponde al sitio número nueve de la manzana B del Loteo 'Villa Jardín del Edén' y 'Monte Verde', Comuna de La Florida, Región Metropolitana. Inscripción Conservador de Bienes Raíces de Santiago a fojas 80536 número 87909 correspondiente al Registro de Propiedad del año 2019. Mínimo posturas $ 95.846.689.- Precio del remate se pagará al contado, dentro de quinto día hábil de efectuado. Los interesados deben consignar garantía suficiente del 10% del mínimo para la postura para participar de la misma conforme a las bases de remate, mediante un vale vista endosable a nombre del tribunal y por el monto que se señala en las Bases del Remate, el que deberá ser digitalizado y acompañado a la carpeta electrónica, a través de la Oficina Judicial Virtual, módulo 'Audiencia de remates' dispuesto para tal efecto. Una vez que el postor ha sido aceptado por el tribunal en el sistema computacional, circunstancia que podrá verificar con su clave única del estado, en el módulo 'Mis Remates', deberá entregar el vale vista materialmente en el Tribunal, entre las 9 y las 13 horas del día anterior a la realización de la subasta. Se hace presente que la subasta se realizará por videoconferencia, mediante la plataforma Zoom, para lo cual se requiere de un computador o teléfono, en ambos casos, con cámara, micrófono y audio del mismo equipo y conexión a internet, siendo carga de las partes y postores el tener los elementos tecnológicos y de conexión. Será carga del postor verificar que se efectúe correctamente la entrega de la garantía. La garantía para aquellos postores que no se adjudiquen el bien subastado será devuelta sólo al tomador o quien lo represente legalmente y previa autorización de la Secretaria, a partir del día siguiente a la subasta, los días lunes a jueves, durante el turno presencial, entre las 9:00 y las 11:00 horas, exhibiendo cédula de identidad. [1011,1433,1186,2185]
category-label: Remates de propiedades [645,117,705,139]
notice-item [1386,360,1605,934]
notice-body: Huérfanos 1409, 4° piso, se rematará, el 5 de diciembre de 2023 a las 14:45 horas, por videoconferencia mediante la plataforma zoom, propiedad consistente en la casa N° 14, ubicada en Avenida Canal La Luz N° 3690 casa 14, del Condominio Las Terrazas de Puente Alto III, comuna Puente Alto, Provincia Cordillera, Región Metropolitana. Inscrito a fojas 1806 vuelta número 2917 correspondiente al registro de propiedad del año 2019 del conservador de bienes raíces de Puente Alto. Se hace presente que la propiedad tiene asignado uso y goce exclusivo del terreno singularizado en el referido plano de la ley número diecinueve mil quinientos treinta y siete sobre copropiedad inmobiliaria como polígonos treinta y tres guión treinta y cuatro guión treinta y cinco guión treinta y seis guión treinta y siete guión treinta y tres. Mínimo subasta la suma de $ 120.479.721. Interesados deben consignar garantía suficiente para participar de la subasta, mediante un vale vista endosable a nombre del tribunal y por el monto que se señala en las bases del remate, el que deberá ser digitalizado y acompañado a la carpeta electrónica, a través de la oficina judicial virtual, módulo 'Audiencia de Remates' dispuesto para tal efecto. Una vez que el postor ha sido aceptado por el tribunal en el sistema computacional, circunstancia que podrá verificar con su clave única del estado, en el módulo 'Mis remates', deberá entregar el vale vista materialmente en el tribunal, entre las 9:00 y las 13:00 horas del día anterior a la realización de la subasta. Si la adjudicación es para una persona jurídica, deberán además exhibir en el acto a la cámara el Rut de la sociedad y/o empresa, en original (entregado por el SII). Se hace presente que los postores deberán efectuar sus posturas, el día del remate, por un monto no inferior a $ 100.000, por sobre el mínimo fijado. Link del remate disponible para los postores y ejecutante es el siguiente https://zoom.us/j/6411373990. El saldo del precio de la subasta deberá pagarse al contado, dentro de quinto día hábil de efectuada, mediante consignación en la cuenta corriente del tribunal. Demás antecedentes en bases de remate y en expediente de juicio ejecutivo, caratulado 'Banco de Chile/ Donoso', Rol C-16-2023. La secretaria. [1011,638,1186,1414]
notice-title: REMATE 9° JUZGADO CIVIL DE SAN- [352,839,545,850]
category-label: Remates de propiedades [1069,117,1129,139]
notice-item [1199,985,1373,1643]
newspaper-brand: EL MERCURIO [1463,75,1605,97]
notice-item [1199,238,1373,982]
notice-title: REMATE: DÉCIMO TERCER JUZ- [1199,1646,1373,1658]
page-header [117,59,1605,104]
notice-item [824,1179,998,1886]
notice-body: Santiago, Huérfanos N° 1409, piso 3, Santiago. Se rematará por videoconferencia mediante plataforma zoom el día 6 de diciembre de 2023, a las 11:30 horas, el departamento número ciento uno, ubicado en el undécimo piso, del estacionamiento número ciento diez y de la bodega número ciento sesenta y nueve, ambos ubicados en el primer subterráneo, todos del 'Edificio Constanza Cincuenta y Cuatro', con acceso por calle Constantino número cincuenta y cuatro, comuna de Estación Central, Región Metropolitana y dueño además de derechos en proporción al valor de lo adquirido en unión de los otros adquirentes en los bienes comunes entre los cuales se encuentra el terreno. Inmueble inscrito a nombre del ejecutado a fojas 39644 n° 55671 del Registro De Propiedad Conservador Bienes Raíces De Santiago año 2020. Mínimo para las posturas en la suma de $ 67.935.321. Todo postor interesado, con excepción de la parte ejecutante y el acreedor hipotecario si lo hubiere, deberá entregar materialmente un vale vista a nombre del tribunal por el 10% del precio mínimo el día inmediatamente anterior a la subasta. [352,1428,575,1743]
notice-item [588,408,811,897]
category-code: 1616 [1011,114,1065,140]
category-label: Remates de propiedades [881,117,941,139]
notice-body: Santiago ubicado en Huérfanos N° 1409, piso 3°, Subasta se llevará a efecto el día 14 de diciembre de 2023, a las 12:00 hrs., mediante videoconferencia en la plataforma zoom, a través del siguiente enlace: https://zoom.us/j/6413248095?pwd=bThMeFc4V1Y1WmlHcXZEbiZWMTc0Zz09 id de reunión: 641 324 8095 código de acceso: 757295. Inmueble ubicado en la comuna de Puente Alto, provincia Cordillera, calle Alto Pinar N° 1189, que corresponde al sitio N° 38, del conjunto habitacional Las Claras Parque Residencial, que según plano archivado al final de este registro de 1999, bajo el N° 1395. El dominio se encuentra inscrito a nombre de la sociedad civil Mauricio Colihuil y Compañía, representado legalmente por Mauricio Iván Colihuil Colihuil, C.I. 11.665.340-0, en el Registro de Propiedad del Conservador de Bienes Raíces de Puente Alto, a fs. 5436 vuelta N° 8457 correspondiente al año 2017 del citado conservador. Mínimo de las posturas será de la suma de $ 155.700.700.- todo postor interesado, con excepción de la parte ejecutante y el acreedor hipotecario si lo hubiere, deberá entregar materialmente el vale vista respectivo el día inmediatamente anterior a la subasta. [117,1452,339,1791]
notice-body: gado Civil de Santiago, Huérfanos 1409, piso 4, rematará 5 de diciembre de 2023, a las 15:15 horas, la propiedad ubicada frente calle veintitrés, corresponde lote 6, manzana 49 del sector 1 y 2 de la Población La Faena de Peñalolén, comuna de Peñalolén, inscrita nombre demandados Sergio Francisco Loncón San Martín e Isabel Susana Puga Salinas, a Fojas 12.967 N° 14.108 del Registro de Propiedad de año 1987 del Conservador de Bienes Raíces de Santiago. Mínimo subasta: UF. 2.141 en equivalencia pesos día subasta, más $ 247.620 por costas. Precio remate se pagará dentro de quinto día hábil en cuenta corriente del Tribunal. Todo interesado en participar como postor, deberá tener activa su Clave Única del Estado. Los postores interesados en participar del remate deberán rendir caución suficiente, por un 10% del mínimo, a través de vale vista tomado a la orden del tribunal, Rol Décimo Quinto Juzgado Civil de Santiago, Rut N° 60.306.062-8, el cual deberá entregarse en el Tribunal el día viernes anterior al remate, de 12:00 a 13:00 horas, o día hábil anterior si ese viernes es feriado, mismo horario, previa coordinación al correo jcsantiago15@pjud.cl. Los postores, a más tardar las 14:00 hrs. del día hábil. [1386,1464,1605,1816]
notice-title: REMATE: 9° JUZGADO CIVIL DE [352,335,525,347]
